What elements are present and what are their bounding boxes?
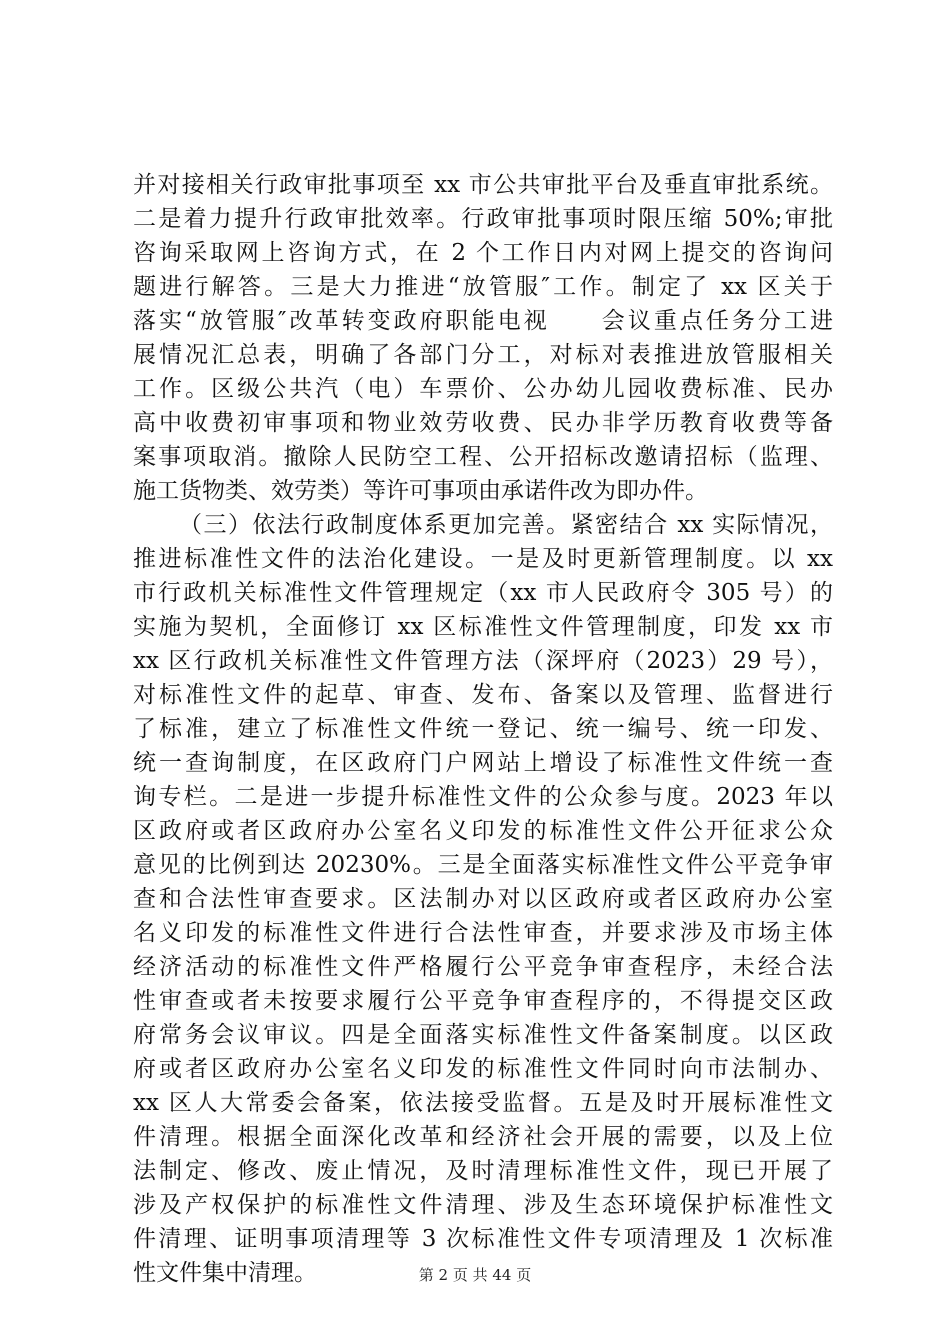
body-text-line: 名义印发的标准性文件进行合法性审查，并要求涉及市场主体	[133, 920, 833, 946]
body-text-line: xx 区人大常委会备案，依法接受监督。五是及时开展标准性文	[133, 1090, 833, 1116]
body-text-line: 涉及产权保护的标准性文件清理、涉及生态环境保护标准性文	[133, 1192, 833, 1218]
body-text-line: 实施为契机，全面修订 xx 区标准性文件管理制度，印发 xx 市	[133, 614, 833, 640]
body-text-line: 案事项取消。撤除人民防空工程、公开招标改邀请招标（监理、	[133, 444, 833, 470]
body-text-line: 展情况汇总表，明确了各部门分工，对标对表推进放管服相关	[133, 342, 833, 368]
body-text-line: 统一查询制度，在区政府门户网站上增设了标准性文件统一查	[133, 750, 833, 776]
body-text-line: 性审查或者未按要求履行公平竞争审查程序的，不得提交区政	[133, 988, 833, 1014]
body-text-line: 了标准，建立了标准性文件统一登记、统一编号、统一印发、	[133, 716, 833, 742]
body-text-line: 查和合法性审查要求。区法制办对以区政府或者区政府办公室	[133, 886, 833, 912]
body-text-line: 施工货物类、效劳类）等许可事项由承诺件改为即办件。	[133, 478, 708, 504]
body-text-line: 府或者区政府办公室名义印发的标准性文件同时向市法制办、	[133, 1056, 833, 1082]
body-text-line: 经济活动的标准性文件严格履行公平竞争审查程序，未经合法	[133, 954, 833, 980]
body-text-line: 并对接相关行政审批事项至 xx 市公共审批平台及垂直审批系统。	[133, 172, 833, 198]
section-heading-line: （三）依法行政制度体系更加完善。紧密结合 xx 实际情况，	[179, 512, 833, 538]
body-text-line: xx 区行政机关标准性文件管理方法（深坪府（2023）29 号），	[133, 648, 833, 674]
body-text-line: 对标准性文件的起草、审查、发布、备案以及管理、监督进行	[133, 682, 833, 708]
body-text-line: 询专栏。二是进一步提升标准性文件的公众参与度。2023 年以	[133, 784, 833, 810]
body-text-line: 题进行解答。三是大力推进“放管服″工作。制定了 xx 区关于	[133, 274, 833, 300]
body-text-line: 二是着力提升行政审批效率。行政审批事项时限压缩 50%;审批	[133, 206, 833, 232]
body-text-line: 件清理、证明事项清理等 3 次标准性文件专项清理及 1 次标准	[133, 1226, 833, 1252]
body-text-line: 落实“放管服″改革转变政府职能电视 会议重点任务分工进	[133, 308, 833, 334]
body-text-line: 工作。区级公共汽（电）车票价、公办幼儿园收费标准、民办	[133, 376, 833, 402]
body-text-line: 高中收费初审事项和物业效劳收费、民办非学历教育收费等备	[133, 410, 833, 436]
body-text-line: 性文件集中清理。	[133, 1260, 317, 1286]
page-number-footer: 第 2 页 共 44 页	[418, 1266, 532, 1284]
body-text-line: 法制定、修改、废止情况，及时清理标准性文件，现已开展了	[133, 1158, 833, 1184]
body-text-line: 件清理。根据全面深化改革和经济社会开展的需要，以及上位	[133, 1124, 833, 1150]
body-text-line: 意见的比例到达 20230%。三是全面落实标准性文件公平竞争审	[133, 852, 833, 878]
body-text-line: 市行政机关标准性文件管理规定（xx 市人民政府令 305 号）的	[133, 580, 833, 606]
body-text-line: 推进标准性文件的法治化建设。一是及时更新管理制度。以 xx	[133, 546, 833, 572]
document-body	[133, 168, 833, 1290]
body-text-line: 咨询采取网上咨询方式，在 2 个工作日内对网上提交的咨询问	[133, 240, 833, 266]
body-text-line: 区政府或者区政府办公室名义印发的标准性文件公开征求公众	[133, 818, 833, 844]
body-text-line: 府常务会议审议。四是全面落实标准性文件备案制度。以区政	[133, 1022, 833, 1048]
